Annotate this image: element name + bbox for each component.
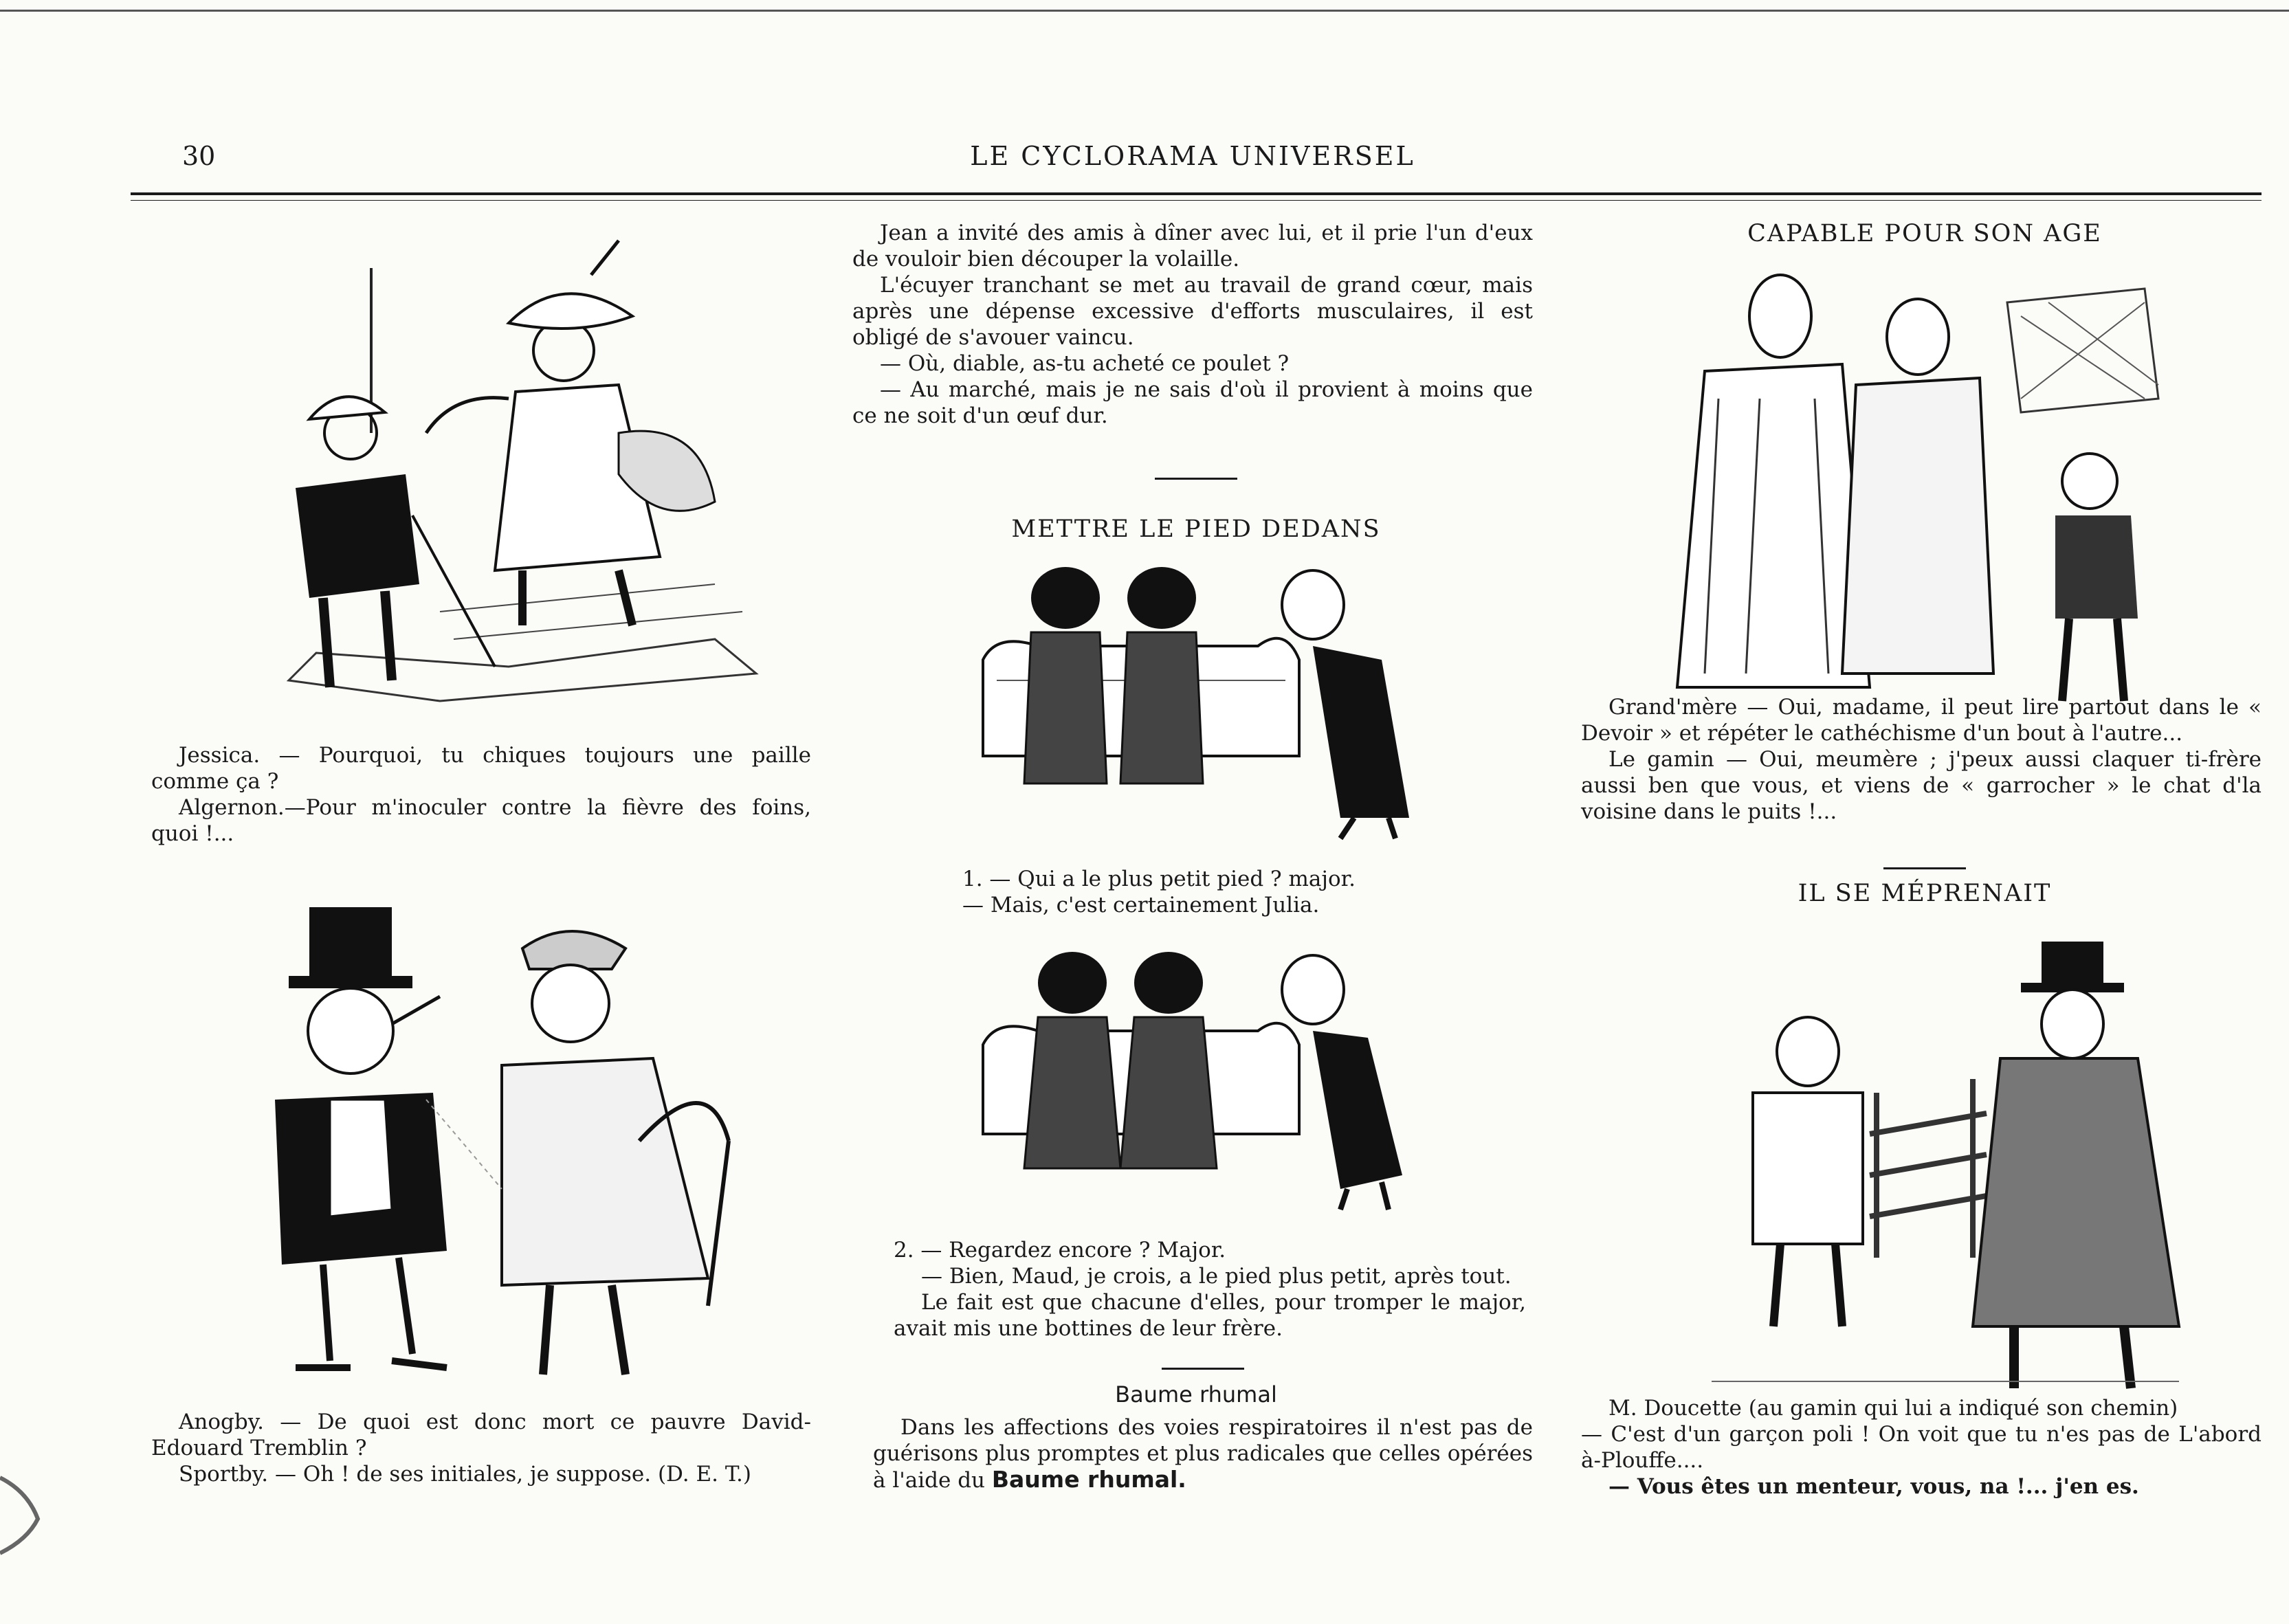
section-divider: [1162, 1368, 1244, 1370]
caption-line: 1. — Qui a le plus petit pied ? major.: [962, 867, 1356, 891]
section-divider: [1883, 867, 1966, 869]
caption-line: Jessica. — Pourquoi, tu chiques toujours une paille comme ça ?: [151, 743, 811, 794]
caption-capable: [1581, 694, 2262, 825]
header-rule-thin: [131, 200, 2262, 201]
story-line: — Où, diable, as-tu acheté ce poulet ?: [880, 351, 1290, 376]
illustration-capable: [1663, 261, 2213, 715]
story-line: — Au marché, mais je ne sais d'où il provient à moins que ce ne soit d'un œuf dur.: [852, 377, 1533, 428]
caption-line: Sportby. — Oh ! de ses initiales, je suppose. (D. E. T.): [179, 1462, 751, 1487]
illustration-pied-1: [955, 557, 1450, 845]
margin-stamp-mark: [0, 1471, 48, 1560]
section-title-pied: METTRE LE PIED DEDANS: [1011, 515, 1381, 543]
caption-line: — C'est d'un garçon poli ! On voit que tu n'es pas de L'abord à-Plouffe....: [1581, 1422, 2262, 1473]
caption-line: Anogby. — De quoi est donc mort ce pauvre David-Edouard Tremblin ?: [151, 1410, 811, 1460]
story-line: Jean a invité des amis à dîner avec lui, et il prie l'un d'eux de vouloir bien découper la volaille.: [852, 221, 1533, 271]
story-poulet: [852, 220, 1533, 429]
illustration-pied-2: [955, 942, 1450, 1216]
page-title: LE CYCLORAMA UNIVERSEL: [970, 141, 1415, 171]
caption-line: 2. — Regardez encore ? Major.: [894, 1238, 1226, 1263]
caption-anogby-sportby: [151, 1409, 811, 1487]
ad-baume-rhumal: [873, 1414, 1533, 1493]
story-line: L'écuyer tranchant se met au travail de grand cœur, mais après une dépense excessive d'efforts musculaires, il est obligé de s'avouer vaincu.: [852, 273, 1533, 350]
caption-line: Algernon.—Pour m'inoculer contre la fièvre des foins, quoi !...: [151, 795, 811, 846]
section-title-meprenait: IL SE MÉPRENAIT: [1798, 880, 2052, 907]
caption-line: — Bien, Maud, je crois, a le pied plus petit, après tout.: [921, 1264, 1512, 1289]
ad-title: Baume rhumal: [1115, 1381, 1277, 1408]
illustration-anogby-sportby: [227, 893, 777, 1388]
top-border-rule: [0, 10, 2289, 12]
caption-line: — Mais, c'est certainement Julia.: [962, 893, 1320, 917]
caption-pied-2: [894, 1237, 1526, 1342]
caption-line: M. Doucette (au gamin qui lui a indiqué son chemin): [1608, 1396, 2178, 1421]
section-title-capable: CAPABLE POUR SON AGE: [1747, 220, 2102, 247]
page-header: [131, 141, 2255, 182]
caption-line: Le gamin — Oui, meumère ; j'peux aussi claquer ti-frère aussi ben que vous, et viens de « garrocher » le chat d'la voisine dans le puits !...: [1581, 747, 2262, 824]
illustration-jessica-algernon: [234, 227, 770, 722]
caption-line: Grand'mère — Oui, madame, il peut lire partout dans le « Devoir » et répéter le cathéchisme d'un bout à l'autre...: [1581, 695, 2262, 746]
page-number: 30: [182, 141, 216, 171]
caption-line: — Vous êtes un menteur, vous, na !... j'en es.: [1608, 1474, 2139, 1499]
ad-product: Baume rhumal.: [991, 1466, 1186, 1493]
section-divider: [1155, 478, 1237, 480]
header-rule-thick: [131, 192, 2262, 195]
illustration-meprenait: [1698, 942, 2193, 1409]
caption-line: Le fait est que chacune d'elles, pour tromper le major, avait mis une bottines de leur frère.: [894, 1290, 1526, 1341]
ad-text: Dans les affections des voies respiratoires il n'est pas de guérisons plus promptes et plus radicales que celles opérées à l'aide du: [873, 1415, 1533, 1493]
caption-meprenait: [1581, 1395, 2262, 1500]
caption-pied-1: [962, 866, 1512, 918]
caption-jessica-algernon: [151, 742, 811, 847]
